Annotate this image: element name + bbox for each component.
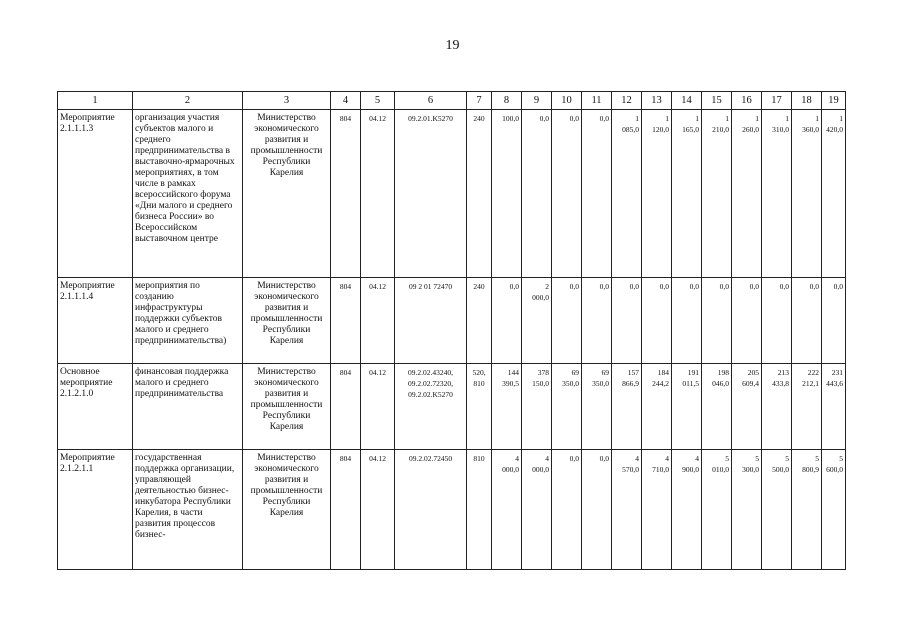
value-cell-col-18: 0,0	[792, 278, 822, 364]
value-cell-col-4: 804	[331, 364, 361, 450]
value-cell-col-17: 0,0	[762, 278, 792, 364]
value-cell-col-4: 804	[331, 450, 361, 570]
value-cell-col-11: 0,0	[582, 450, 612, 570]
value-cell-col-10: 69 350,0	[552, 364, 582, 450]
value-cell-col-10: 0,0	[552, 278, 582, 364]
value-cell-col-11: 0,0	[582, 278, 612, 364]
activity-description-cell: государственная поддержка организации, управляющей деятельностью бизнес-инкубатора Республики Карелия, в части развития процессов бизнес-	[133, 450, 243, 570]
value-cell-col-15: 5 010,0	[702, 450, 732, 570]
column-header-18: 18	[792, 92, 822, 110]
value-cell-col-5: 04.12	[361, 110, 395, 278]
column-header-16: 16	[732, 92, 762, 110]
value-cell-col-12: 0,0	[612, 278, 642, 364]
value-cell-col-10: 0,0	[552, 450, 582, 570]
value-cell-col-18: 1 360,0	[792, 110, 822, 278]
column-header-13: 13	[642, 92, 672, 110]
activity-description-cell: организация участия субъектов малого и среднего предпринимательства в выставочно-ярмарочных мероприятиях, в том числе в рамках всероссийского форума «Дни малого и среднего бизнеса России» во Всероссийском выставочном центре	[133, 110, 243, 278]
table-row	[58, 364, 846, 450]
value-cell-col-7: 240	[467, 278, 492, 364]
table-row	[58, 450, 846, 570]
value-cell-col-7: 810	[467, 450, 492, 570]
value-cell-col-8: 100,0	[492, 110, 522, 278]
value-cell-col-15: 198 046,0	[702, 364, 732, 450]
value-cell-col-4: 804	[331, 110, 361, 278]
value-cell-col-5: 04.12	[361, 278, 395, 364]
column-header-1: 1	[58, 92, 133, 110]
value-cell-col-13: 0,0	[642, 278, 672, 364]
value-cell-col-14: 0,0	[672, 278, 702, 364]
value-cell-col-8: 144 390,5	[492, 364, 522, 450]
activity-name-cell: Основное мероприятие 2.1.2.1.0	[58, 364, 133, 450]
column-header-14: 14	[672, 92, 702, 110]
value-cell-col-6: 09.2.01.K5270	[395, 110, 467, 278]
value-cell-col-19: 5 600,0	[822, 450, 846, 570]
column-header-3: 3	[243, 92, 331, 110]
value-cell-col-17: 213 433,8	[762, 364, 792, 450]
value-cell-col-10: 0,0	[552, 110, 582, 278]
value-cell-col-11: 0,0	[582, 110, 612, 278]
value-cell-col-6: 09.2.02.72450	[395, 450, 467, 570]
column-header-19: 19	[822, 92, 846, 110]
value-cell-col-11: 69 350,0	[582, 364, 612, 450]
executor-cell: Министерство экономического развития и промышленности Республики Карелия	[243, 364, 331, 450]
column-header-12: 12	[612, 92, 642, 110]
activity-name-cell: Мероприятие 2.1.2.1.1	[58, 450, 133, 570]
value-cell-col-16: 5 300,0	[732, 450, 762, 570]
value-cell-col-16: 0,0	[732, 278, 762, 364]
table-row	[58, 278, 846, 364]
column-header-2: 2	[133, 92, 243, 110]
value-cell-col-12: 157 866,9	[612, 364, 642, 450]
value-cell-col-9: 0,0	[522, 110, 552, 278]
value-cell-col-7: 240	[467, 110, 492, 278]
activity-description-cell: мероприятия по созданию инфраструктуры поддержки субъектов малого и среднего предпринимательства)	[133, 278, 243, 364]
activity-name-cell: Мероприятие 2.1.1.1.4	[58, 278, 133, 364]
value-cell-col-17: 1 310,0	[762, 110, 792, 278]
column-header-15: 15	[702, 92, 732, 110]
executor-cell: Министерство экономического развития и промышленности Республики Карелия	[243, 450, 331, 570]
value-cell-col-15: 0,0	[702, 278, 732, 364]
activity-name-cell: Мероприятие 2.1.1.1.3	[58, 110, 133, 278]
value-cell-col-5: 04.12	[361, 364, 395, 450]
value-cell-col-13: 1 120,0	[642, 110, 672, 278]
value-cell-col-19: 0,0	[822, 278, 846, 364]
value-cell-col-14: 1 165,0	[672, 110, 702, 278]
table-row	[58, 110, 846, 278]
column-header-7: 7	[467, 92, 492, 110]
value-cell-col-8: 4 000,0	[492, 450, 522, 570]
value-cell-col-5: 04.12	[361, 450, 395, 570]
value-cell-col-9: 378 150,0	[522, 364, 552, 450]
value-cell-col-16: 1 260,0	[732, 110, 762, 278]
value-cell-col-14: 191 011,5	[672, 364, 702, 450]
executor-cell: Министерство экономического развития и промышленности Республики Карелия	[243, 110, 331, 278]
value-cell-col-6: 09.2.02.43240, 09.2.02.72320, 09.2.02.K5270	[395, 364, 467, 450]
column-header-8: 8	[492, 92, 522, 110]
value-cell-col-18: 5 800,9	[792, 450, 822, 570]
value-cell-col-12: 4 570,0	[612, 450, 642, 570]
executor-cell: Министерство экономического развития и промышленности Республики Карелия	[243, 278, 331, 364]
value-cell-col-13: 184 244,2	[642, 364, 672, 450]
value-cell-col-8: 0,0	[492, 278, 522, 364]
value-cell-col-19: 1 420,0	[822, 110, 846, 278]
column-header-6: 6	[395, 92, 467, 110]
column-header-5: 5	[361, 92, 395, 110]
value-cell-col-14: 4 900,0	[672, 450, 702, 570]
value-cell-col-6: 09 2 01 72470	[395, 278, 467, 364]
column-header-10: 10	[552, 92, 582, 110]
header-row	[58, 92, 846, 110]
column-header-17: 17	[762, 92, 792, 110]
value-cell-col-7: 520, 810	[467, 364, 492, 450]
program-table	[57, 91, 846, 570]
column-header-9: 9	[522, 92, 552, 110]
value-cell-col-13: 4 710,0	[642, 450, 672, 570]
page-number: 19	[445, 38, 460, 53]
value-cell-col-15: 1 210,0	[702, 110, 732, 278]
value-cell-col-19: 231 443,6	[822, 364, 846, 450]
value-cell-col-16: 205 609,4	[732, 364, 762, 450]
column-header-11: 11	[582, 92, 612, 110]
value-cell-col-12: 1 085,0	[612, 110, 642, 278]
column-header-4: 4	[331, 92, 361, 110]
activity-description-cell: финансовая поддержка малого и среднего предпринимательства	[133, 364, 243, 450]
value-cell-col-4: 804	[331, 278, 361, 364]
value-cell-col-9: 2 000,0	[522, 278, 552, 364]
value-cell-col-18: 222 212,1	[792, 364, 822, 450]
value-cell-col-17: 5 500,0	[762, 450, 792, 570]
value-cell-col-9: 4 000,0	[522, 450, 552, 570]
